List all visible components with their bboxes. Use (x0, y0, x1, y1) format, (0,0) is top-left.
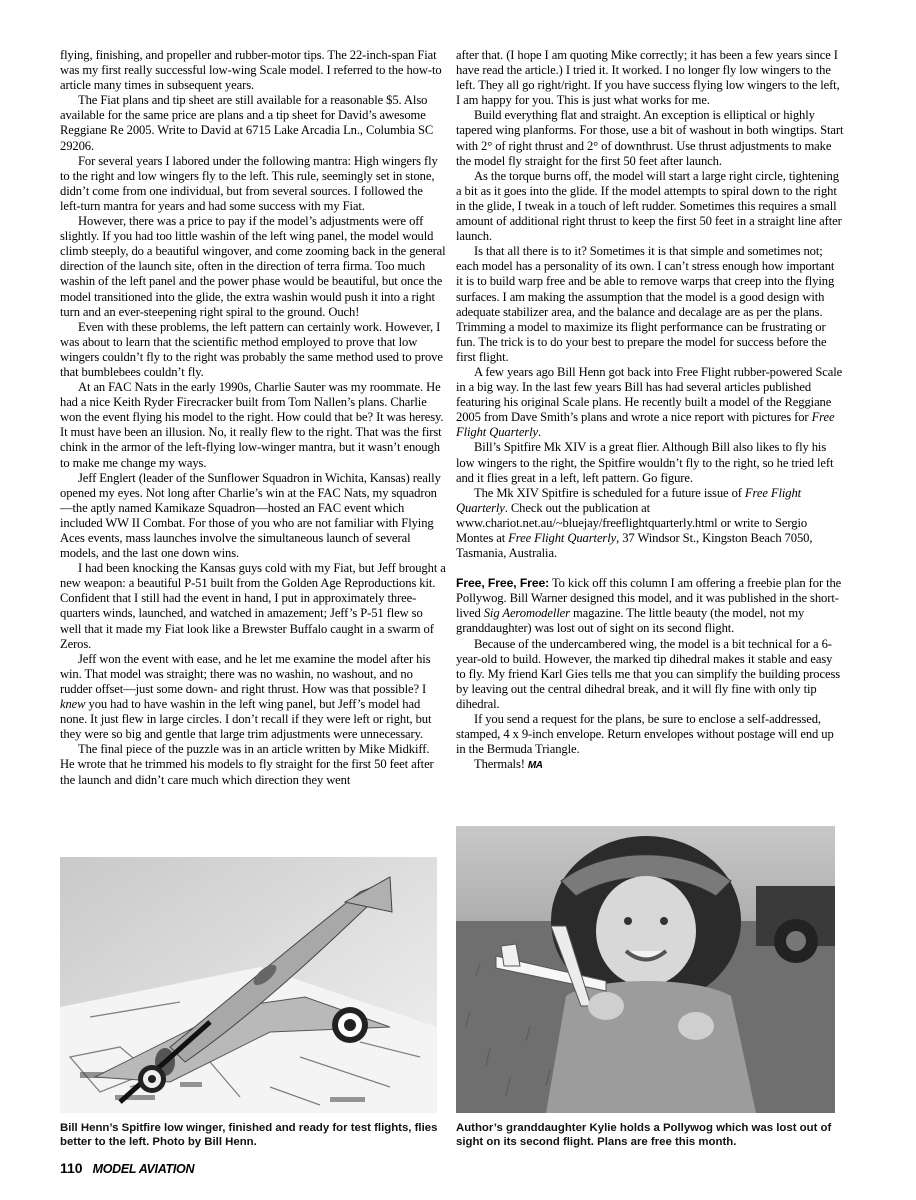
paragraph: Build everything flat and straight. An exception is elliptical or highly tapered wing planforms. For those, use a bit of washout in both wingtips. Start with 2° of right thrust and 2° of downthrust. Use thrust adjustments to make the model fly straight for the first 50 feet after launch. (456, 108, 844, 168)
paragraph: At an FAC Nats in the early 1990s, Charlie Sauter was my roommate. He had a nice Keith Ryder Firecracker built from Tom Nallen’s plans. Charlie won the event flying his model to the right. How could that be? It was heresy. It must have been an illusion. No, it really flew to the right. That was the first chink in the armor of the left-flying low-winger mantra, but it wasn’t enough to make me change my ways. (60, 380, 444, 470)
paragraph: Bill’s Spitfire Mk XIV is a great flier. Although Bill also likes to fly his low wingers to the right, the Spitfire wouldn’t fly to the right, so he tried left and it flies great in a left, left pattern. Go figure. (456, 440, 834, 485)
paragraph: If you send a request for the plans, be sure to enclose a self-addressed, stamped, 4 x 9-inch envelope. Return envelopes without postage will end up in the Bermuda Triangle. (456, 712, 834, 757)
paragraph: For several years I labored under the following mantra: High wingers fly to the right and low wingers fly to the left. This rule, seemingly set in stone, didn’t come from one individual, but from several sources. I followed the left-turn mantra for years and had some success with my Fiat. (60, 153, 438, 213)
paragraph: Because of the undercambered wing, the model is a bit technical for a 6-year-old to build. However, the marked tip dihedral makes it stable and easy to fly. My friend Karl Gies tells me that you can simplify the building process by leaving out the central dihedral break, and it will fly fine with only tip dihedral. (456, 636, 841, 711)
paragraph: after that. (I hope I am quoting Mike correctly; it has been a few years since I have read the article.) I tried it. It worked. I no longer fly low wingers to the left. They all go right/right. If you have success flying low wingers to the left, I am happy for you. This is just what works for me. (456, 48, 840, 108)
caption-right: Author’s granddaughter Kylie holds a Pollywog which was lost out of sight on its second flight. Plans are free this month. (456, 1122, 832, 1148)
kylie-photo (456, 826, 835, 1113)
paragraph: I had been knocking the Kansas guys cold with my Fiat, but Jeff brought a new weapon: a beautiful P-51 built from the Golden Age Reproductions kit. Confident that I still had the event in hand, I put in approximately three-quarters winds, launched, and watched in amazement; Jeff’s P-51 flew so well that it made my Fiat look like a Brewster Buffalo caught in a swarm of Zeros. (60, 561, 446, 651)
caption-left: Bill Henn’s Spitfire low winger, finished and ready for test flights, flies better to the left. Photo by Bill Henn. (60, 1122, 438, 1148)
paragraph: Free, Free, Free: To kick off this column I am offering a freebie plan for the Pollywog. Bill Warner designed this model, and it was published in the short-lived Sig Aeromodeller magazine. The little beauty (the model, not my granddaughter) was lost out of sight on its second flight. (456, 576, 842, 636)
end-mark: MA (527, 760, 543, 772)
paragraph: The Mk XIV Spitfire is scheduled for a future issue of Free Flight Quarterly. Check out the publication at www.chariot.net.au/~bluejay/freeflightquarterly.html or write to Sergio Montes at Free Flight Quarterly, 37 Windsor St., Kingston Beach 7050, Tasmania, Australia. (456, 485, 813, 561)
paragraph: Is that all there is to it? Sometimes it is that simple and sometimes not; each model has a personality of its own. I can’t stress enough how important it is to build warp free and be able to remove warps that creep into the flying surfaces. I am making the assumption that the model is a good design with adequate stabilizer area, and the balance and decalage are as per the plans. Trimming a model to maximize its flight performance can be frustrating or fun. The trick is to do your best to prepare the model for success before the first flight. (456, 244, 835, 364)
spitfire-photo (60, 857, 437, 1113)
paragraph: However, there was a price to pay if the model’s adjustments were off slightly. If you had too little washin of the left wing panel, the model would climb steeply, do a beautiful wingover, and come zooming back in the general direction of the launch site, often in the direction of terra firma. Too much washin of the left panel and the power phase would be beautiful, but once the model transitioned into the glide, the extra washin would push it into a right turn and an ever-steepening right spiral to the ground. Ouch! (60, 214, 446, 319)
paragraph: Jeff Englert (leader of the Sunflower Squadron in Wichita, Kansas) really opened my eyes. Not long after Charlie’s win at the FAC Nats, my squadron—the aptly named Kamikaze Squadron—hosted an FAC event which included WW II Combat. For those of you who are not familiar with Flying Aces events, mass launches involve the simultaneous launch of several models, and the last one down wins. (60, 470, 441, 561)
magazine-name: MODEL AVIATION (92, 1162, 195, 1176)
right-text-column (456, 48, 844, 773)
page-number: 110 (60, 1160, 83, 1176)
left-text-column (60, 48, 446, 788)
paragraph: A few years ago Bill Henn got back into Free Flight rubber-powered Scale in a big way. In the last few years Bill has had several articles published featuring his original Scale plans. He recently built a model of the Reggiane 2005 from Dave Smith’s plans and wrote a nice report with pictures for Free Flight Quarterly. (456, 364, 843, 440)
paragraph: Jeff won the event with ease, and he let me examine the model after his win. That model was straight; there was no washin, no washout, and no rudder offset—just some down- and right thrust. How was that possible? I knew you had to have washin in the left wing panel, but Jeff’s model had none. It just flew in large circles. I don’t recall if they were left or right, but they were so big and gentle that large trim adjustments were unnecessary. (60, 651, 432, 742)
section-lead: Free, Free, Free: (456, 576, 550, 591)
page-footer (60, 1160, 194, 1176)
paragraph: As the torque burns off, the model will start a large right circle, tightening a bit as it goes into the glide. If the model attempts to spiral down to the right in the glide, I tweak in a touch of left rudder. Sometimes this requires a small amount of additional right thrust to keep the first 50 feet in a straight line after launch. (456, 168, 842, 244)
paragraph: The Fiat plans and tip sheet are still available for a reasonable $5. Also available for the same price are plans and a tip sheet for David’s awesome Reggiane Re 2005. Write to David at 6715 Lake Arcadia Ln., Columbia SC 29206. (60, 93, 434, 153)
paragraph: flying, finishing, and propeller and rubber-motor tips. The 22-inch-span Fiat was my first really successful low-wing Scale model. I referred to the how-to article many times in subsequent years. (60, 48, 442, 93)
paragraph: The final piece of the puzzle was in an article written by Mike Midkiff. He wrote that he trimmed his models to fly straight for the first 50 feet after the launch and didn’t care much which direction they went (60, 742, 434, 787)
paragraph: Even with these problems, the left pattern can certainly work. However, I was about to learn that the scientific method employed to prove that low wingers couldn’t fly to the right was probably the same method used to prove that bumblebees couldn’t fly. (60, 319, 443, 379)
paragraph: Thermals! MA (474, 757, 543, 772)
